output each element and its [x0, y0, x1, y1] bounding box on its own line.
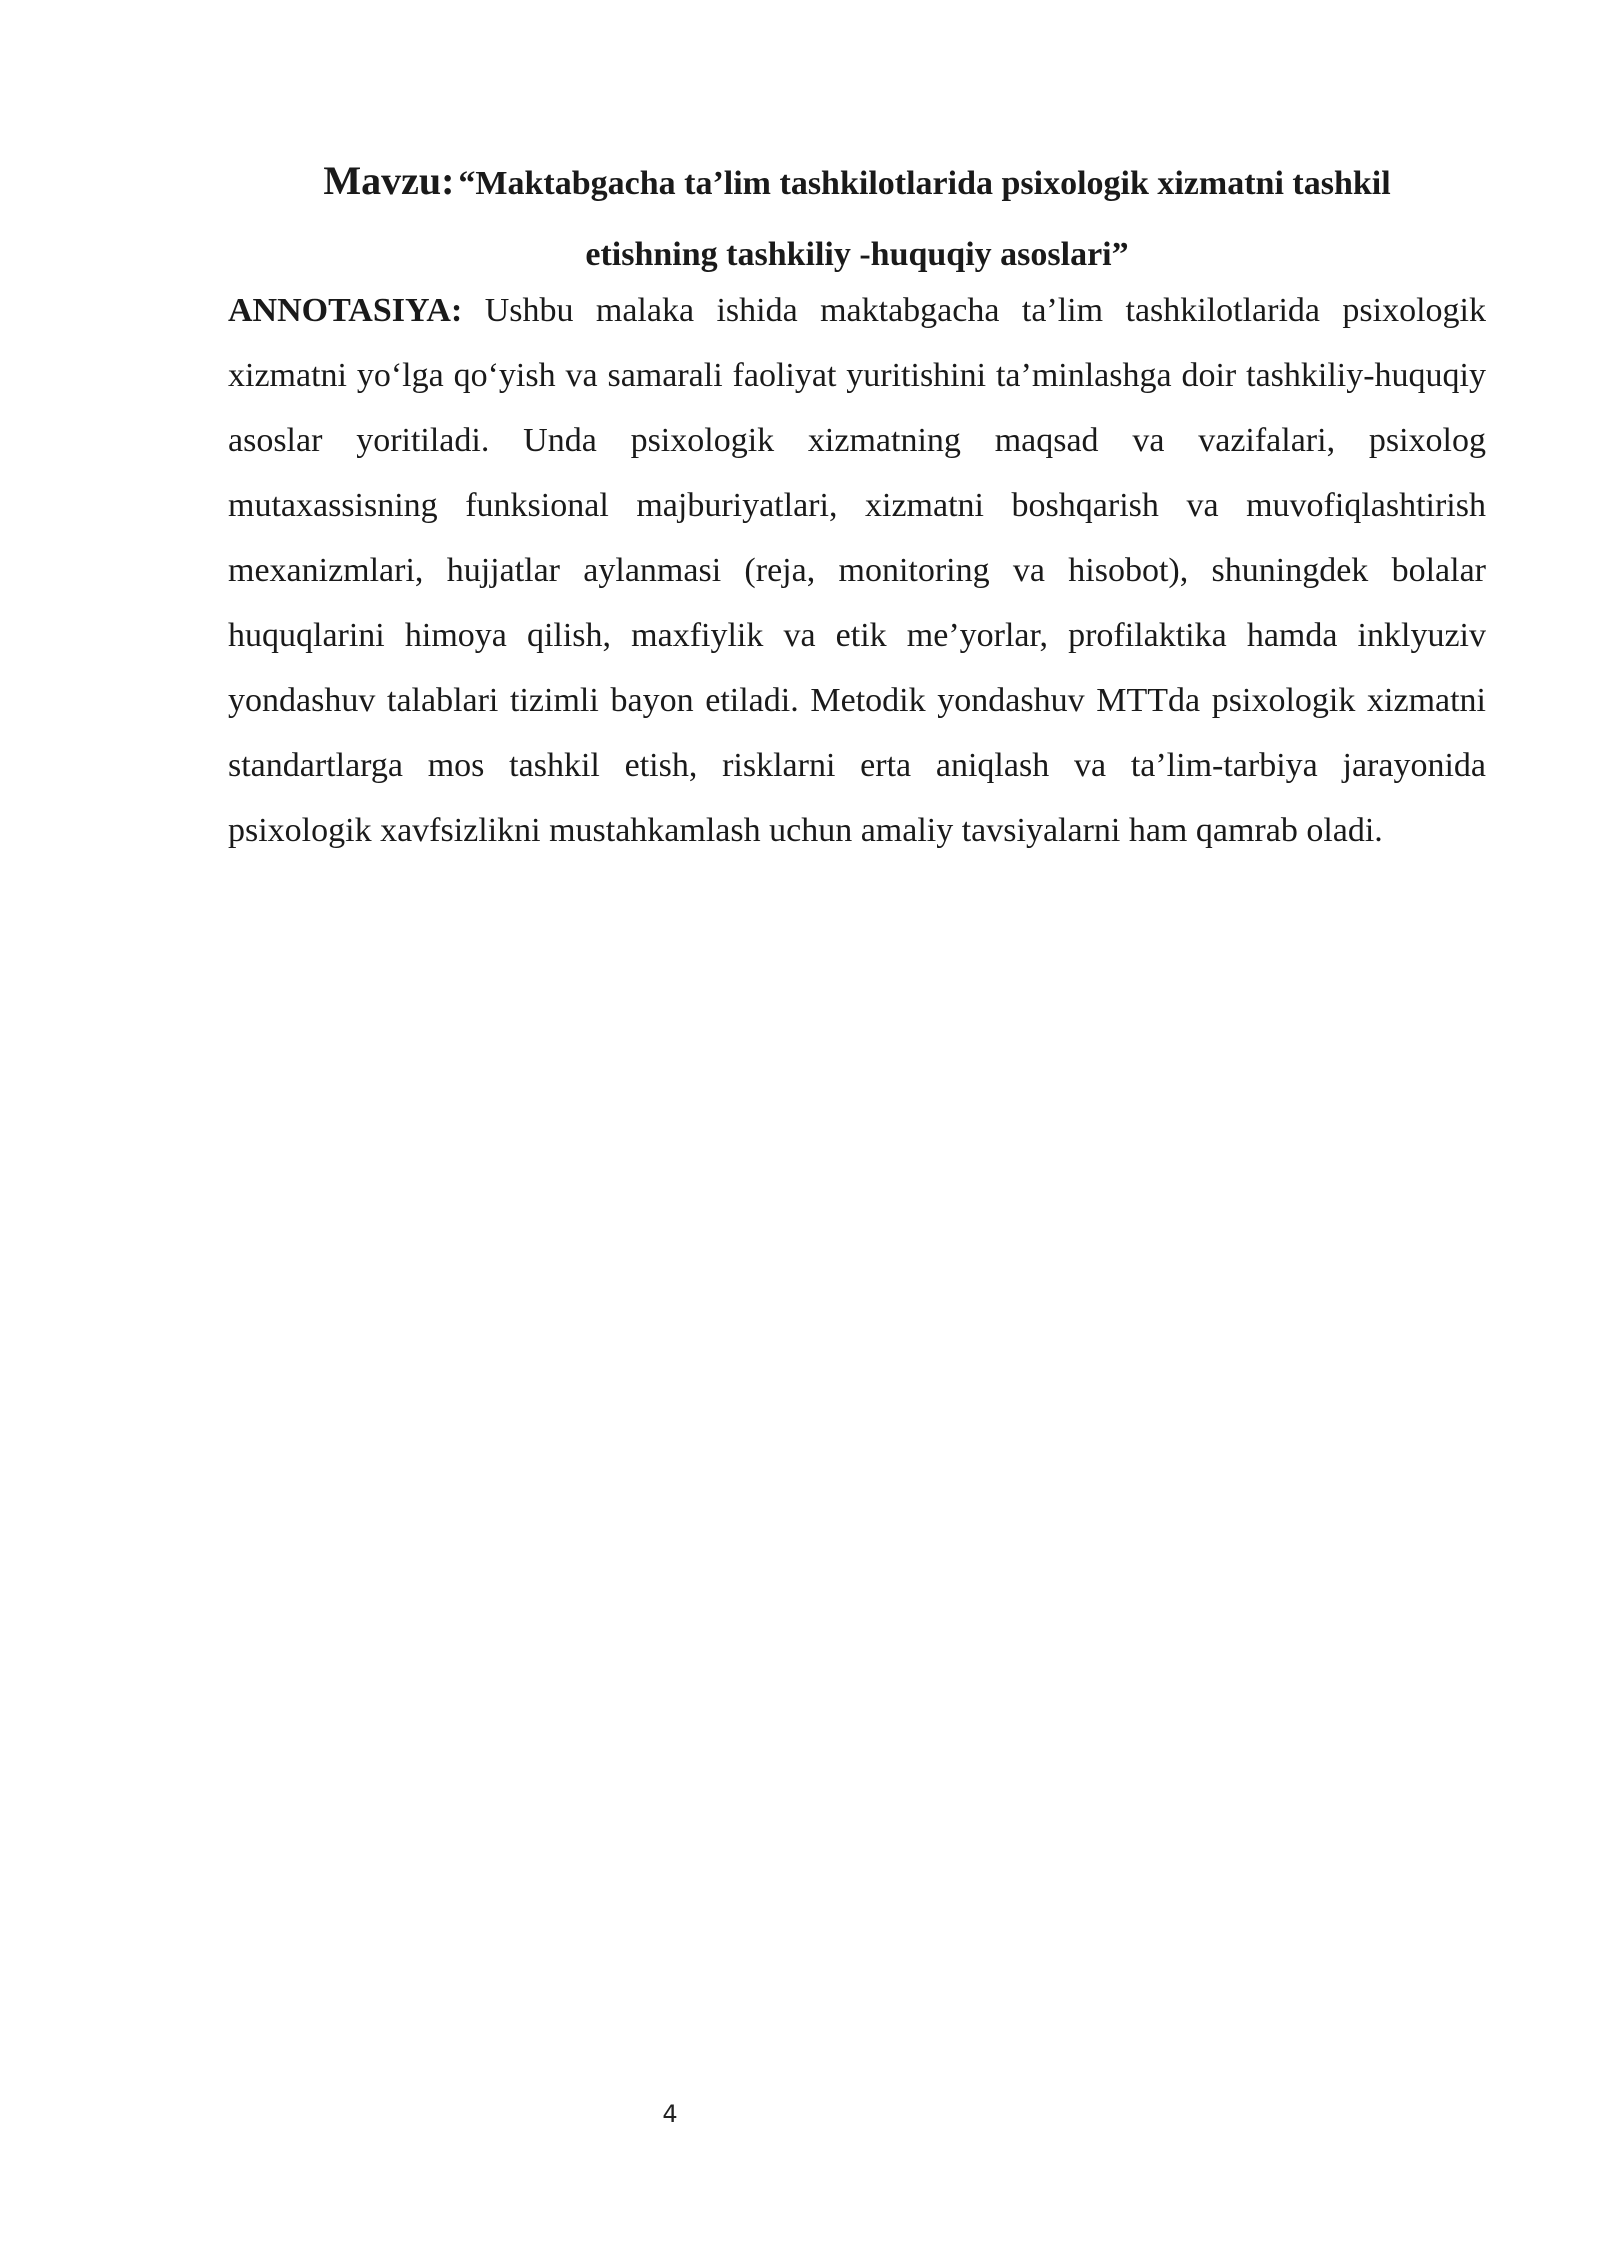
- annotation-paragraph: [228, 278, 1486, 863]
- title-label: Mavzu:: [323, 158, 455, 203]
- page-title: [228, 148, 1486, 287]
- annotation-text: Ushbu malaka ishida maktabgacha ta’lim tashkilotlarida psixologik xizmatni yo‘lga qo‘yish va samarali faoliyat yuritishini ta’minlashga doir tashkiliy-huquqiy asoslar yoritiladi. Unda psixologik xizmatning maqsad va vazifalari, psixolog mutaxassisning funksional majburiyatlari, xizmatni boshqarish va muvofiqlashtirish mexanizmlari, hujjatlar aylanmasi (reja, monitoring va hisobot), shuningdek bolalar huquqlarini himoya qilish, maxfiylik va etik me’yorlar, profilaktika hamda inklyuziv yondashuv talablari tizimli bayon etiladi. Metodik yondashuv MTTda psixologik xizmatni standartlarga mos tashkil etish, risklarni erta aniqlash va ta’lim-tarbiya jarayonida psixologik xavfsizlikni mustahkamlash uchun amaliy tavsiyalarni ham qamrab oladi.: [228, 292, 1486, 849]
- title-text-line-1: “Maktabgacha ta’lim tashkilotlarida psixologik xizmatni tashkil: [458, 165, 1391, 202]
- annotation-label: ANNOTASIYA:: [228, 292, 463, 329]
- page-number: 4: [662, 2100, 678, 2128]
- title-text-line-2: etishning tashkiliy -huquqiy asoslari”: [585, 236, 1129, 273]
- title-line-1: [228, 148, 1486, 222]
